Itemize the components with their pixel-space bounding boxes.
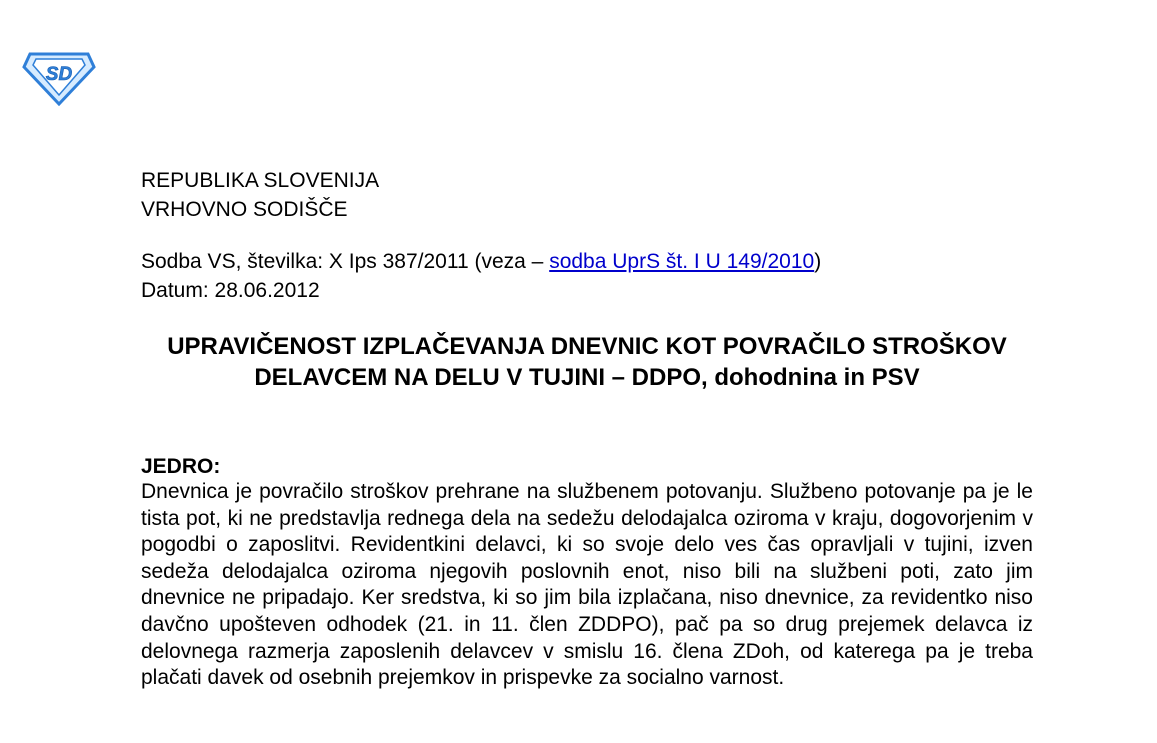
case-date: Datum: 28.06.2012 xyxy=(141,279,320,302)
related-case-link[interactable]: sodba UprS št. I U 149/2010 xyxy=(549,250,815,273)
republic-name: REPUBLIKA SLOVENIJA xyxy=(141,169,380,192)
court-name: VRHOVNO SODIŠČE xyxy=(141,198,348,221)
case-number: Sodba VS, številka: X Ips 387/2011 (veza – xyxy=(141,250,550,273)
court-header xyxy=(141,166,379,224)
case-number-line xyxy=(141,247,821,276)
document-title: UPRAVIČENOST IZPLAČEVANJA DNEVNIC KOT POVRAČILO STROŠKOV DELAVCEM NA DELU V TUJINI – DDPO, dohodnina in PSV xyxy=(167,333,1007,391)
logo-letters: SD xyxy=(45,64,73,85)
sd-shield-icon xyxy=(22,50,96,106)
case-meta xyxy=(141,247,821,305)
sd-logo xyxy=(22,50,96,106)
jedro-heading: JEDRO: xyxy=(141,455,221,478)
jedro-body: Dnevnica je povračilo stroškov prehrane na službenem potovanju. Službeno potovanje pa je le tista pot, ki ne predstavlja rednega dela na sedežu delodajalca oziroma v kraju, dogovorjenim v pogodbi o zaposlitvi. Revidentkini delavci, ki so svoje delo ves čas opravljali v tujini, izven sedeža delodajalca oziroma njegovih poslovnih enot, niso bili na službeni poti, zato jim dnevnice ne pripadajo. Ker sredstva, ki so jim bila izplačana, niso dnevnice, za revidentko niso davčno upošteven odhodek (21. in 11. člen ZDDPO), pač pa so drug prejemek delavca iz delovnega razmerja zaposlenih delavcev v smislu 16. člena ZDoh, od katerega pa je treba plačati davek od osebnih prejemkov in prispevke za socialno varnost. xyxy=(141,480,1033,690)
case-suffix: ) xyxy=(814,250,822,273)
